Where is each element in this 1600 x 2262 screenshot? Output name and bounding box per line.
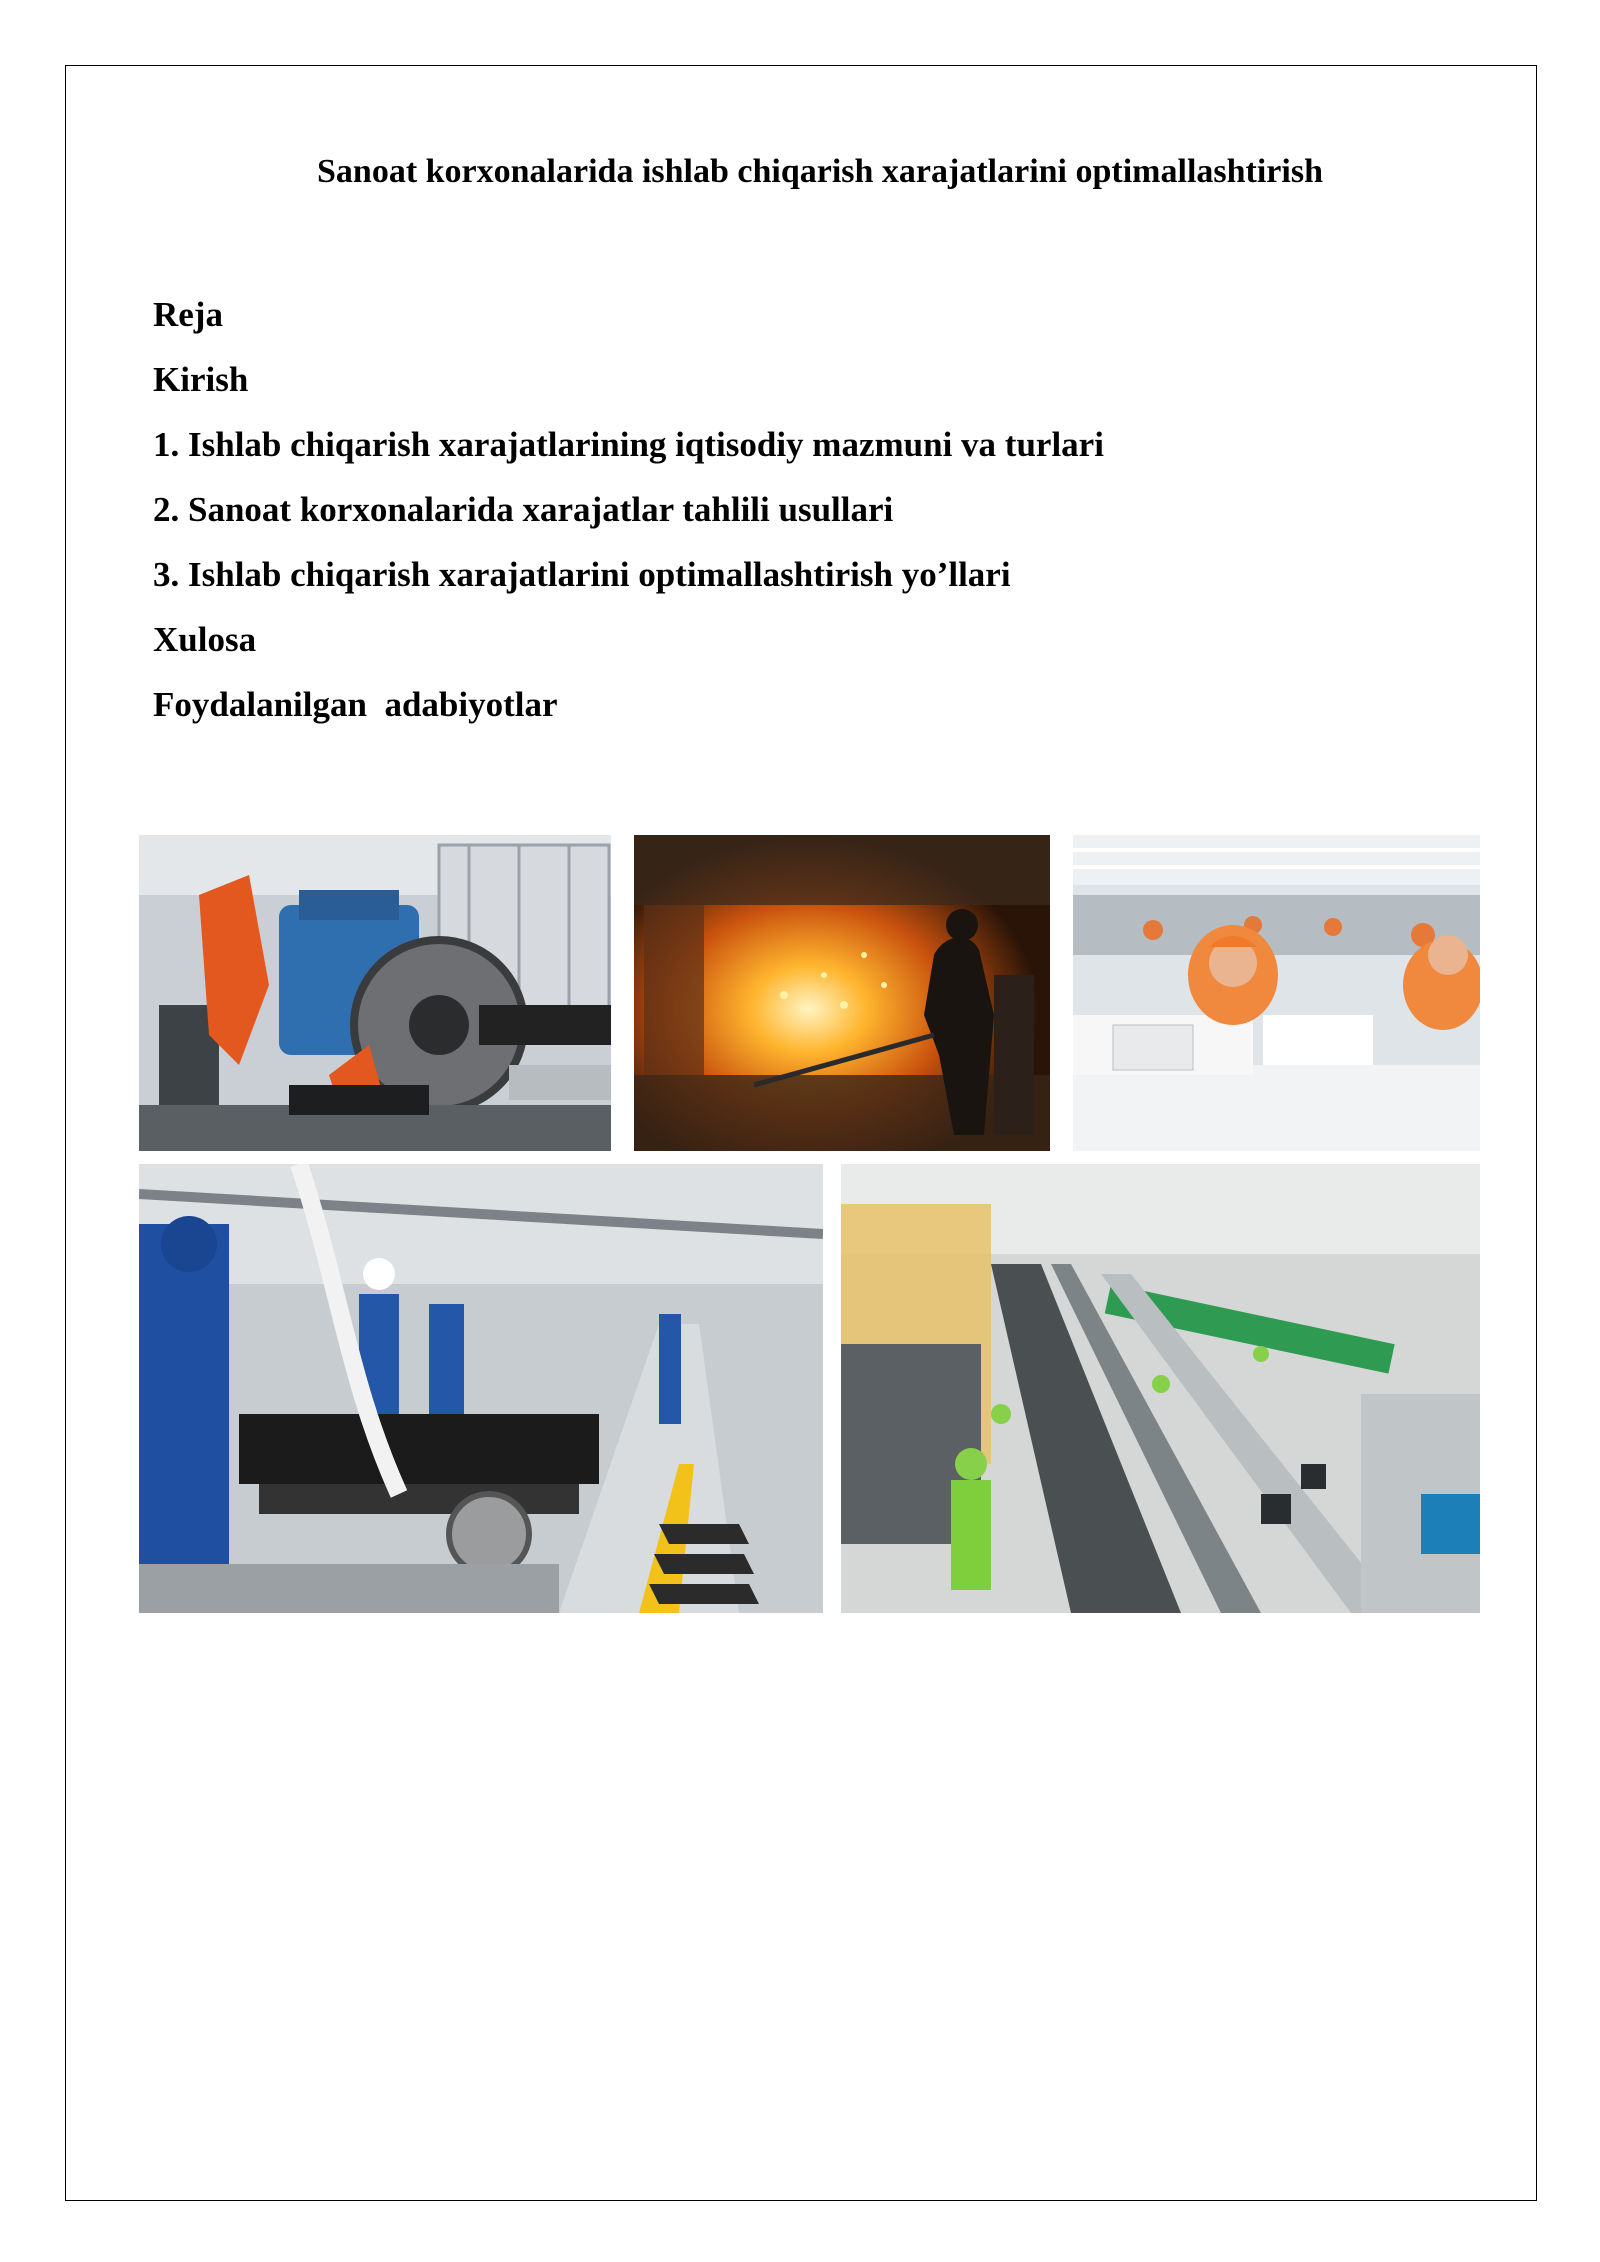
plan-heading: Reja xyxy=(153,295,223,334)
steel-foundry-photo xyxy=(634,835,1050,1151)
engine-assembly-photo xyxy=(139,835,611,1151)
plan-item-chapter-3: 3. Ishlab chiqarish xarajatlarini optimallashtirish yo’llari xyxy=(153,555,1011,594)
plan-item-introduction: Kirish xyxy=(153,360,249,399)
document-title: Sanoat korxonalarida ishlab chiqarish xarajatlarini optimallashtirish xyxy=(317,153,1323,190)
plan-list xyxy=(153,282,1104,737)
plan-item-chapter-1: 1. Ishlab chiqarish xarajatlarining iqtisodiy mazmuni va turlari xyxy=(153,425,1104,464)
sewing-workshop-photo xyxy=(1073,835,1480,1151)
electronics-assembly-line-photo xyxy=(841,1164,1480,1613)
plan-item-references: Foydalanilgan adabiyotlar xyxy=(153,685,558,724)
plan-item-conclusion: Xulosa xyxy=(153,620,257,659)
plan-item-chapter-2: 2. Sanoat korxonalarida xarajatlar tahlili usullari xyxy=(153,490,894,529)
vehicle-chassis-line-photo xyxy=(139,1164,823,1613)
